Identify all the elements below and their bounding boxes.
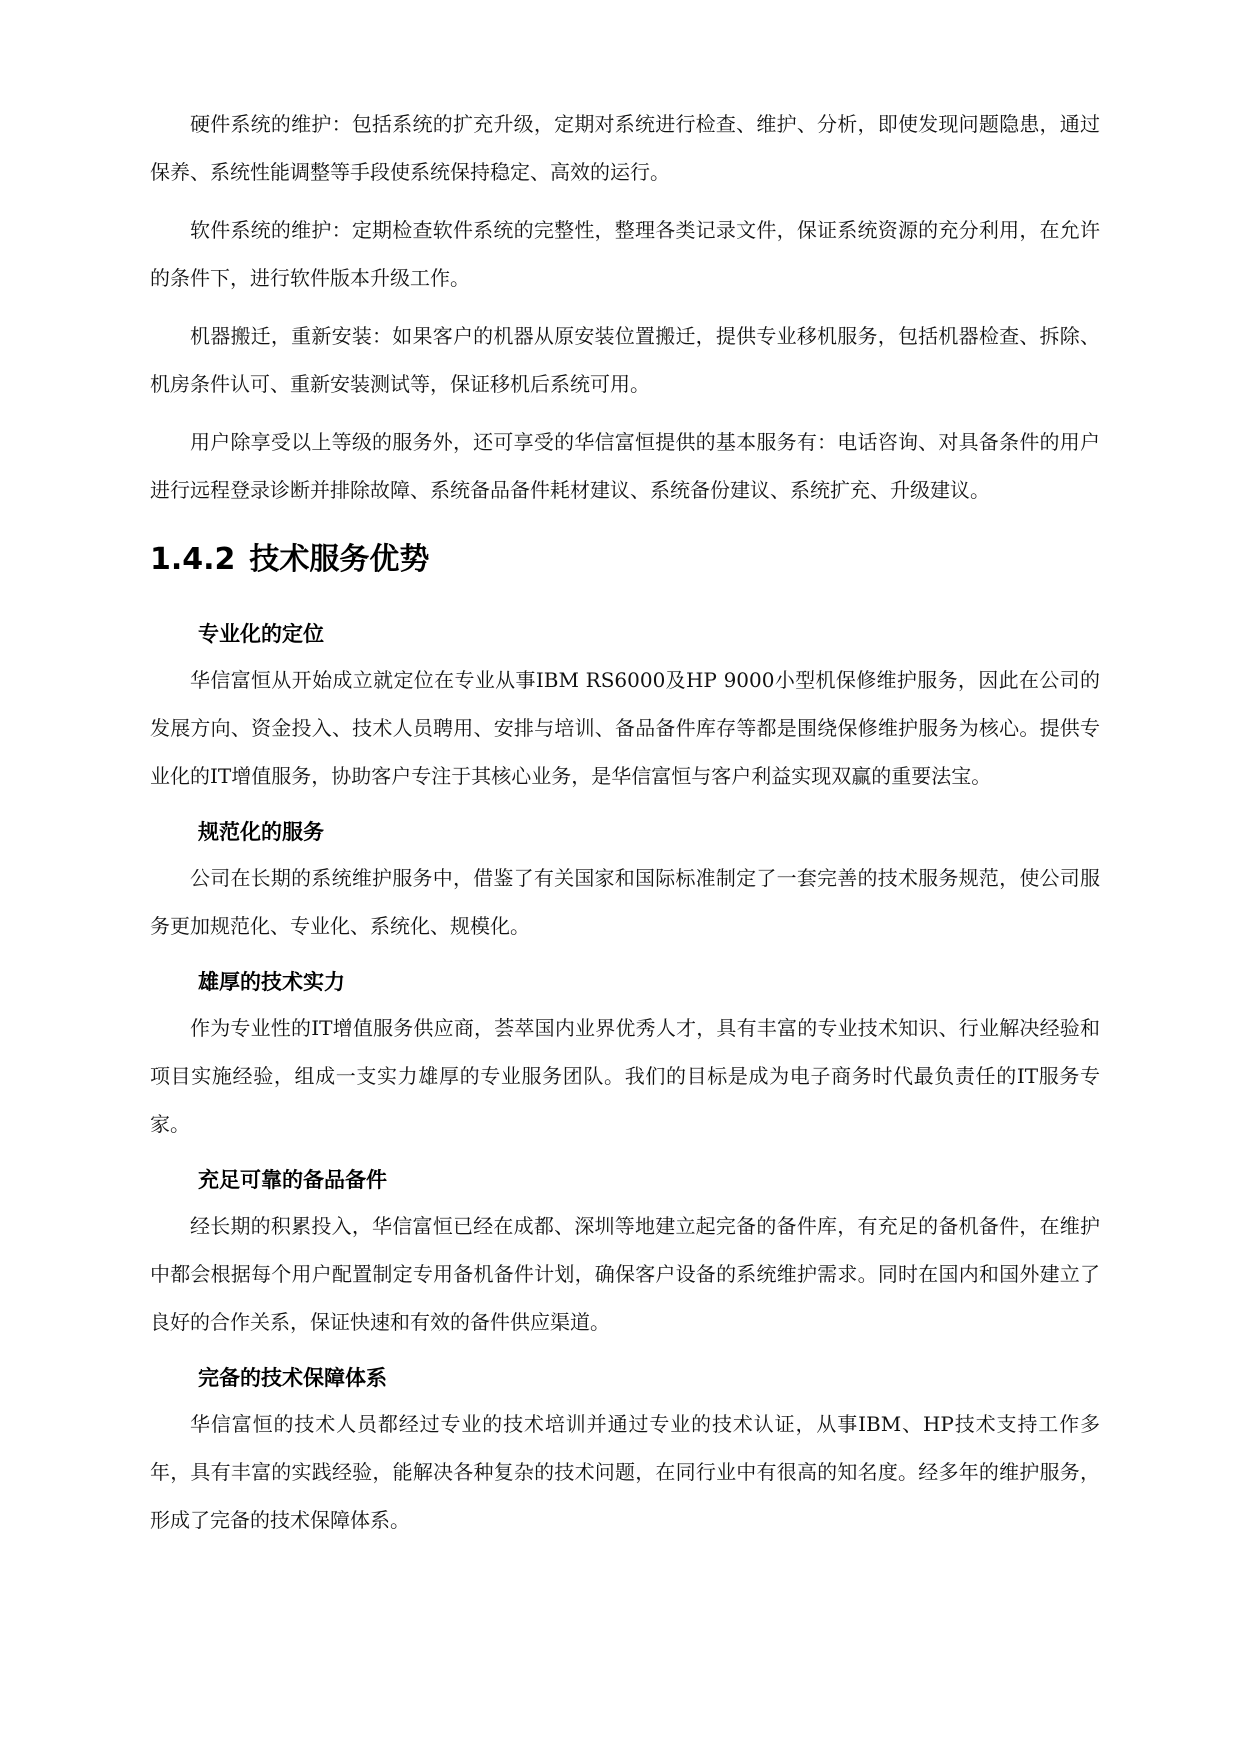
subsection-body-spare-parts: 经长期的积累投入，华信富恒已经在成都、深圳等地建立起完备的备件库，有充足的备机备件，在维护中都会根据每个用户配置制定专用备机备件计划，确保客户设备的系统维护需求。同时在国内和国外建立了良好的合作关系，保证快速和有效的备件供应渠道。 xyxy=(150,1214,1100,1334)
section-heading xyxy=(150,530,1100,590)
section-number: 1.4.2 xyxy=(150,542,236,577)
subsection-body-technical-strength: 作为专业性的IT增值服务供应商，荟萃国内业界优秀人才，具有丰富的专业技术知识、行业解决经验和项目实施经验，组成一支实力雄厚的专业服务团队。我们的目标是成为电子商务时代最负责任的IT服务专家。 xyxy=(150,1016,1100,1136)
subsection-body-standardized-service: 公司在长期的系统维护服务中，借鉴了有关国家和国际标准制定了一套完善的技术服务规范，使公司服务更加规范化、专业化、系统化、规模化。 xyxy=(150,866,1100,938)
paragraph-software-maintenance: 软件系统的维护：定期检查软件系统的完整性，整理各类记录文件，保证系统资源的充分利用，在允许的条件下，进行软件版本升级工作。 xyxy=(150,218,1100,290)
paragraph-machine-relocation: 机器搬迁，重新安装：如果客户的机器从原安装位置搬迁，提供专业移机服务，包括机器检查、拆除、机房条件认可、重新安装测试等，保证移机后系统可用。 xyxy=(150,324,1100,396)
section-title: 技术服务优势 xyxy=(249,542,430,577)
subsection-body-professional-positioning: 华信富恒从开始成立就定位在专业从事IBM RS6000及HP 9000小型机保修维护服务，因此在公司的发展方向、资金投入、技术人员聘用、安排与培训、备品备件库存等都是围绕保修维护服务为核心。提供专业化的IT增值服务，协助客户专注于其核心业务，是华信富恒与客户利益实现双赢的重要法宝。 xyxy=(150,668,1100,788)
document-content xyxy=(150,100,1100,1554)
subsection-heading-support-system: 完备的技术保障体系 xyxy=(198,1366,387,1390)
paragraph-basic-services: 用户除享受以上等级的服务外，还可享受的华信富恒提供的基本服务有：电话咨询、对具备条件的用户进行远程登录诊断并排除故障、系统备品备件耗材建议、系统备份建议、系统扩充、升级建议。 xyxy=(150,430,1100,502)
subsection-heading-professional-positioning: 专业化的定位 xyxy=(198,622,324,646)
subsection-heading-spare-parts: 充足可靠的备品备件 xyxy=(198,1168,387,1192)
subsection-heading-technical-strength: 雄厚的技术实力 xyxy=(198,970,345,994)
paragraph-hardware-maintenance: 硬件系统的维护：包括系统的扩充升级，定期对系统进行检查、维护、分析，即使发现问题隐患，通过保养、系统性能调整等手段使系统保持稳定、高效的运行。 xyxy=(150,112,1100,184)
subsection-body-support-system: 华信富恒的技术人员都经过专业的技术培训并通过专业的技术认证，从事IBM、HP技术支持工作多年，具有丰富的实践经验，能解决各种复杂的技术问题，在同行业中有很高的知名度。经多年的维护服务，形成了完备的技术保障体系。 xyxy=(150,1412,1100,1532)
subsection-heading-standardized-service: 规范化的服务 xyxy=(198,820,324,844)
